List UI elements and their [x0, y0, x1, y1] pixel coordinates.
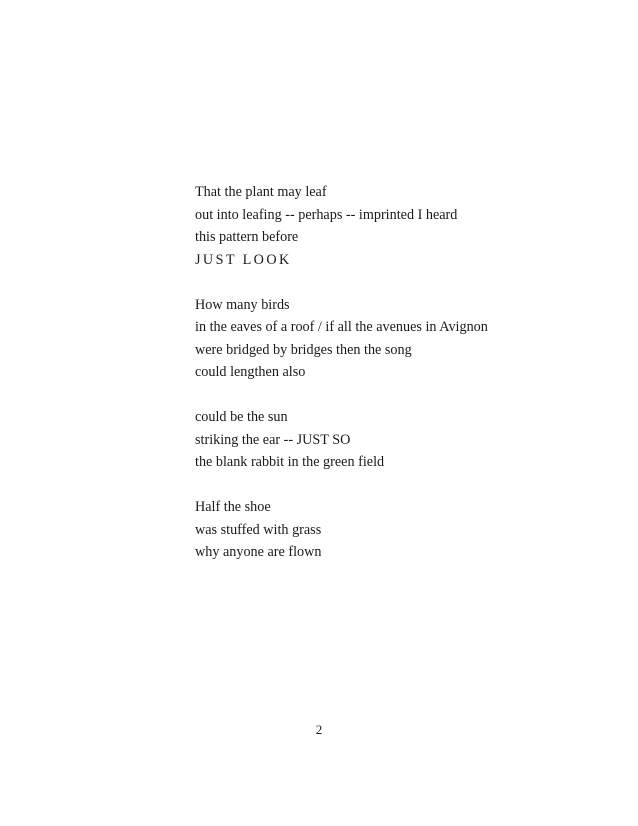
poem-line: was stuffed with grass	[195, 521, 322, 538]
poem-line: out into leafing -- perhaps -- imprinted I heard	[195, 206, 458, 223]
stanza-2	[195, 294, 595, 384]
stanza-4	[195, 496, 595, 564]
poem-line: why anyone are flown	[195, 544, 322, 560]
poem-line: were bridged by bridges then the song	[195, 341, 412, 358]
stanza-1	[195, 181, 595, 271]
poem-line: striking the ear -- JUST SO	[195, 431, 351, 448]
poem-line: That the plant may leaf	[195, 184, 327, 200]
page-number: 2	[315, 722, 323, 737]
poem-line: could be the sun	[195, 409, 288, 425]
poem-line: this pattern before	[195, 229, 299, 245]
stanza-3	[195, 406, 595, 474]
poem-line: Half the shoe	[195, 499, 271, 515]
poem-line: could lengthen also	[195, 364, 306, 380]
poem-line-emphasis: JUST LOOK	[195, 251, 292, 268]
poem-line: the blank rabbit in the green field	[195, 454, 385, 470]
poem-line: in the eaves of a roof / if all the avenues in Avignon	[195, 319, 488, 335]
poem	[195, 181, 595, 586]
poem-line: How many birds	[195, 296, 290, 313]
